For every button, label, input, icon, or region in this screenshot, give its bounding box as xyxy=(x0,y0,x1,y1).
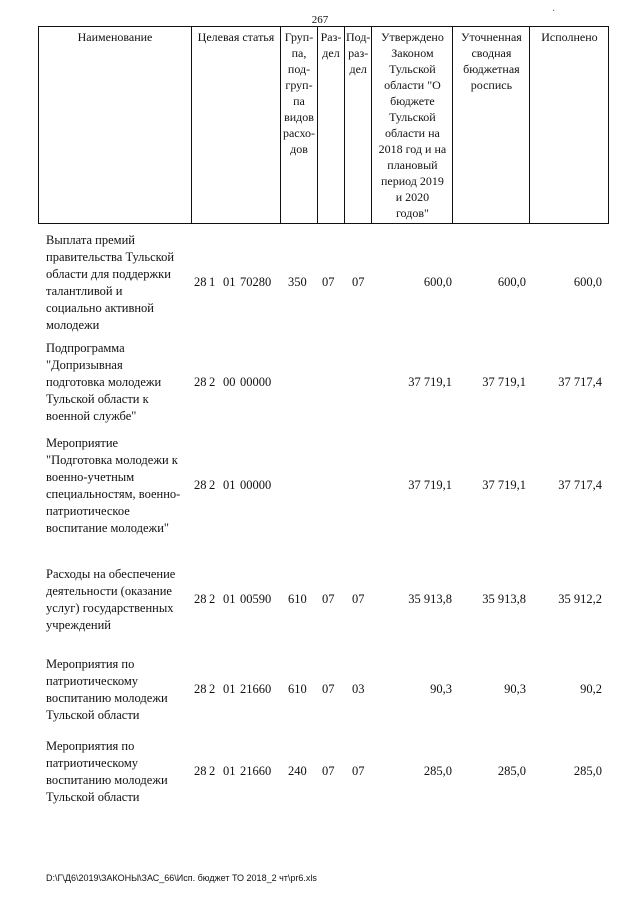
row-executed: 35 912,2 xyxy=(558,592,602,606)
target-main-event: 01 xyxy=(223,592,236,606)
row-section: 07 xyxy=(322,764,335,778)
corner-mark: · xyxy=(552,6,556,17)
header-refined-line: Уточненная xyxy=(461,30,522,44)
row-executed: 285,0 xyxy=(573,764,602,778)
row-refined: 37 719,1 xyxy=(482,375,526,389)
row-name xyxy=(46,566,184,634)
row-name-line: подготовка молодежи xyxy=(46,375,162,389)
target-main-event: 01 xyxy=(223,764,236,778)
row-name-line: области для поддержки xyxy=(46,267,171,281)
header-approved xyxy=(372,27,453,224)
target-direction: 00000 xyxy=(240,375,272,389)
row-subsection: 07 xyxy=(352,275,365,289)
header-section xyxy=(318,27,345,224)
target-program: 28 xyxy=(194,682,207,696)
row-name-line: деятельности (оказание xyxy=(46,584,172,598)
row-name-line: социально активной xyxy=(46,301,154,315)
header-refined-line: сводная xyxy=(471,46,512,60)
row-executed: 37 717,4 xyxy=(558,375,602,389)
target-program: 28 xyxy=(194,375,207,389)
row-approved: 37 719,1 xyxy=(408,478,452,492)
header-group-line: под- xyxy=(287,62,311,76)
row-name-line: Мероприятия по xyxy=(46,657,135,671)
header-group-line: расхо- xyxy=(282,126,316,140)
header-group-line: видов xyxy=(284,110,314,124)
header-group xyxy=(281,27,318,224)
target-main-event: 01 xyxy=(223,478,236,492)
target-main-event: 01 xyxy=(223,682,236,696)
row-name-line: правительства Тульской xyxy=(46,250,175,264)
header-subsection-line: Под- xyxy=(346,30,371,44)
row-name-line: Тульской области xyxy=(46,708,140,722)
row-group: 610 xyxy=(288,682,307,696)
row-refined: 90,3 xyxy=(504,682,526,696)
header-section-line: Раз- xyxy=(320,30,342,44)
row-refined: 35 913,8 xyxy=(482,592,526,606)
row-name-line: услуг) государственных xyxy=(46,601,174,615)
row-section: 07 xyxy=(322,275,335,289)
row-name xyxy=(46,340,184,425)
table-row xyxy=(46,738,606,806)
row-section: 07 xyxy=(322,682,335,696)
header-approved-line: Законом xyxy=(391,46,434,60)
row-name-line: воспитание молодежи" xyxy=(46,521,169,535)
header-section-line: дел xyxy=(322,46,340,60)
row-name xyxy=(46,232,184,334)
header-group-line: па xyxy=(293,94,305,108)
file-path-footer: D:\Г\Д6\2019\ЗАКОНЫ\ЗАС_66\Исп. бюджет ТО 2018_2 чт\pr6.xls xyxy=(46,873,317,883)
row-name-line: Подпрограмма xyxy=(46,341,125,355)
row-name-line: военной службе" xyxy=(46,409,137,423)
table-row xyxy=(46,232,606,334)
header-approved-line: области на xyxy=(384,126,440,140)
row-name-line: учреждений xyxy=(46,618,111,632)
row-name-line: Мероприятие xyxy=(46,436,119,450)
row-name-line: Выплата премий xyxy=(46,233,135,247)
row-executed: 600,0 xyxy=(573,275,602,289)
header-approved-line: плановый xyxy=(387,158,438,172)
header-subsection xyxy=(345,27,372,224)
row-refined: 37 719,1 xyxy=(482,478,526,492)
row-name-line: "Допризывная xyxy=(46,358,123,372)
page-number: 267 xyxy=(311,14,329,26)
header-group-line: Груп- xyxy=(284,30,314,44)
table-row xyxy=(46,340,606,425)
row-group: 610 xyxy=(288,592,307,606)
target-main-event: 00 xyxy=(223,375,236,389)
table-header xyxy=(38,26,609,224)
header-refined-line: бюджетная xyxy=(463,62,520,76)
header-group-line: груп- xyxy=(285,78,313,92)
row-name xyxy=(46,738,184,806)
target-subprogram: 2 xyxy=(209,478,216,492)
row-name xyxy=(46,656,184,724)
target-direction: 00590 xyxy=(240,592,272,606)
target-subprogram: 2 xyxy=(209,764,216,778)
row-name-line: патриотическое xyxy=(46,504,130,518)
row-name-line: талантливой и xyxy=(46,284,123,298)
row-group: 350 xyxy=(288,275,307,289)
target-direction: 21660 xyxy=(240,682,272,696)
header-approved-line: и 2020 xyxy=(395,190,430,204)
header-approved-line: 2018 год и на xyxy=(378,142,447,156)
row-subsection: 07 xyxy=(352,764,365,778)
header-approved-line: Утверждено xyxy=(381,30,444,44)
header-approved-line: годов" xyxy=(395,206,429,220)
row-name xyxy=(46,435,184,537)
row-name-line: воспитанию молодежи xyxy=(46,773,168,787)
row-name-line: Тульской области xyxy=(46,790,140,804)
row-name-line: Мероприятия по xyxy=(46,739,135,753)
target-direction: 70280 xyxy=(240,275,272,289)
row-approved: 600,0 xyxy=(423,275,452,289)
target-direction: 00000 xyxy=(240,478,272,492)
row-name-line: Расходы на обеспечение xyxy=(46,567,176,581)
target-subprogram: 2 xyxy=(209,375,216,389)
header-approved-line: период 2019 xyxy=(380,174,444,188)
header-group-line: па, xyxy=(291,46,307,60)
header-executed: Исполнено xyxy=(530,27,609,224)
target-subprogram: 2 xyxy=(209,682,216,696)
target-subprogram: 2 xyxy=(209,592,216,606)
header-approved-line: области "О xyxy=(384,78,441,92)
row-subsection: 07 xyxy=(352,592,365,606)
target-program: 28 xyxy=(194,478,207,492)
target-main-event: 01 xyxy=(223,275,236,289)
header-approved-line: бюджете xyxy=(390,94,435,108)
row-approved: 90,3 xyxy=(430,682,452,696)
header-group-line: дов xyxy=(290,142,308,156)
header-subsection-line: раз- xyxy=(348,46,369,60)
header-refined xyxy=(453,27,530,224)
row-name-line: военно-учетным xyxy=(46,470,135,484)
row-approved: 35 913,8 xyxy=(408,592,452,606)
header-target: Целевая статья xyxy=(192,27,281,224)
table-row xyxy=(46,566,606,634)
target-program: 28 xyxy=(194,275,207,289)
header-subsection-line: дел xyxy=(349,62,367,76)
table-row xyxy=(46,435,606,537)
target-subprogram: 1 xyxy=(209,275,216,289)
target-program: 28 xyxy=(194,592,207,606)
table-row xyxy=(46,656,606,724)
row-approved: 285,0 xyxy=(423,764,452,778)
row-name-line: патриотическому xyxy=(46,674,139,688)
row-refined: 600,0 xyxy=(497,275,526,289)
row-approved: 37 719,1 xyxy=(408,375,452,389)
row-executed: 37 717,4 xyxy=(558,478,602,492)
header-name: Наименование xyxy=(39,27,192,224)
row-group: 240 xyxy=(288,764,307,778)
row-executed: 90,2 xyxy=(580,682,602,696)
target-program: 28 xyxy=(194,764,207,778)
row-section: 07 xyxy=(322,592,335,606)
row-name-line: Тульской области к xyxy=(46,392,149,406)
row-name-line: специальностям, военно- xyxy=(46,487,181,501)
target-direction: 21660 xyxy=(240,764,272,778)
row-subsection: 03 xyxy=(352,682,365,696)
row-name-line: молодежи xyxy=(46,318,100,332)
header-refined-line: роспись xyxy=(470,78,513,92)
row-name-line: воспитанию молодежи xyxy=(46,691,168,705)
row-name-line: патриотическому xyxy=(46,756,139,770)
header-approved-line: Тульской xyxy=(389,62,436,76)
row-refined: 285,0 xyxy=(497,764,526,778)
header-approved-line: Тульской xyxy=(389,110,436,124)
row-name-line: "Подготовка молодежи к xyxy=(46,453,178,467)
